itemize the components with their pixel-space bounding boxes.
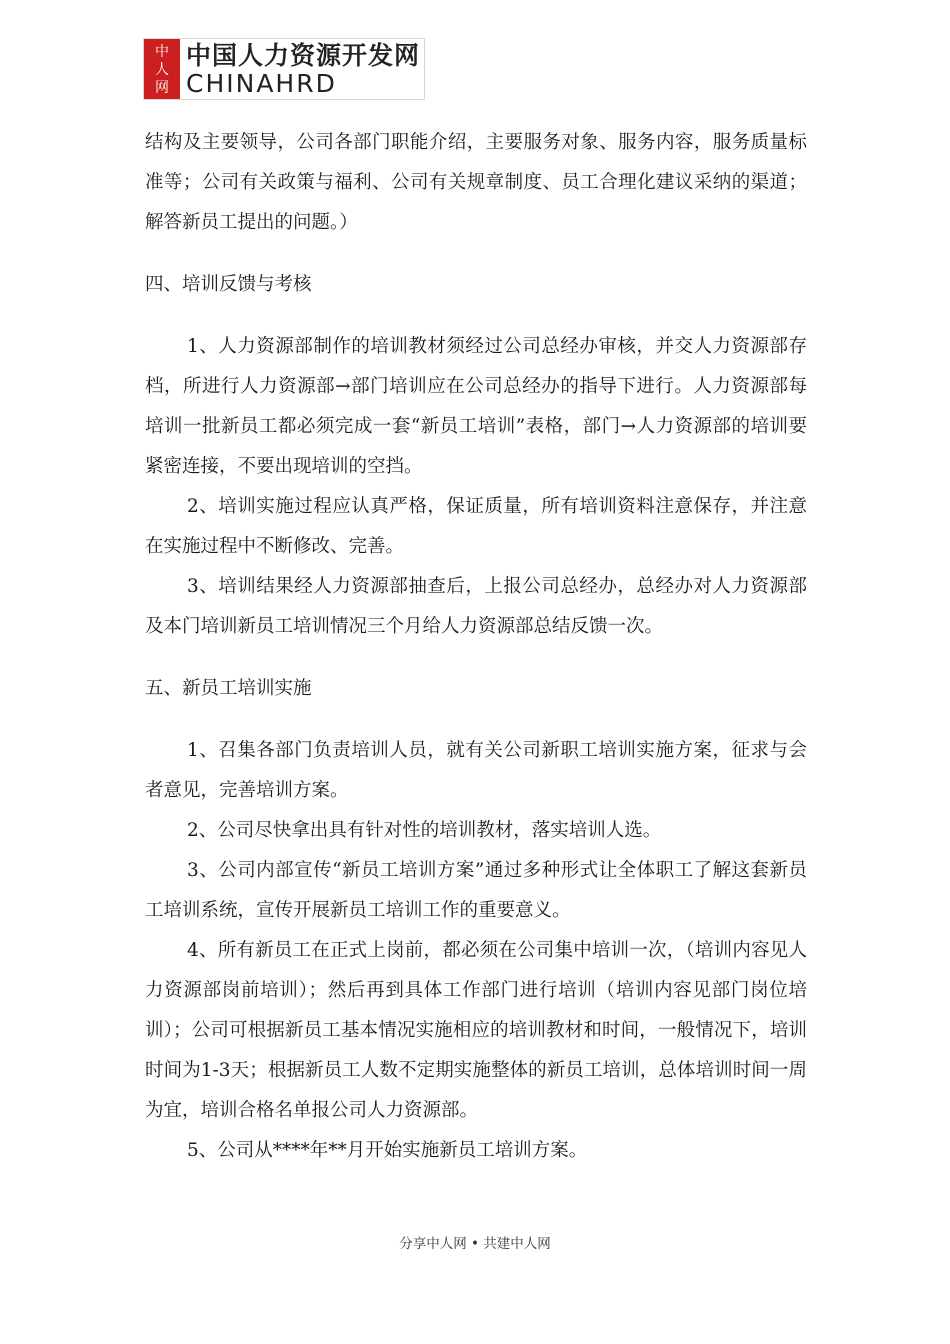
section-5-item-4: 4、所有新员工在正式上岗前，都必须在公司集中培训一次，（培训内容见人力资源部岗前培训）；然后再到具体工作部门进行培训（培训内容见部门岗位培训）；公司可根据新员工基本情况实施相应的培训教材和时间，一般情况下，培训时间为1-3天；根据新员工人数不定期实施整体的新员工培训，总体培训时间一周为宜，培训合格名单报公司人力资源部。	[145, 940, 807, 1121]
svg-text:网: 网	[155, 80, 169, 96]
section-heading-4: 四、培训反馈与考核	[145, 274, 312, 295]
document-body	[145, 123, 807, 1171]
section-4-item-1: 1、人力资源部制作的培训教材须经过公司总经办审核，并交人力资源部存档，所进行人力资源部→部门培训应在公司总经办的指导下进行。人力资源部每培训一批新员工都必须完成一套“新员工培训”表格，部门→人力资源部的培训要紧密连接，不要出现培训的空挡。	[145, 336, 807, 477]
section-5-item-5: 5、公司从****年**月开始实施新员工培训方案。	[187, 1140, 588, 1161]
logo-mark-glyph-icon	[144, 39, 180, 99]
logo-chinese-name: 中国人力资源开发网	[186, 40, 421, 70]
section-4-item-3: 3、培训结果经人力资源部抽查后，上报公司总经办，总经办对人力资源部及本门培训新员工培训情况三个月给人力资源部总结反馈一次。	[145, 576, 807, 637]
section-heading-5: 五、新员工培训实施	[145, 678, 312, 699]
section-5-item-2: 2、公司尽快拿出具有针对性的培训教材，落实培训人选。	[187, 820, 662, 841]
section-4-item-2: 2、培训实施过程应认真严格，保证质量，所有培训资料注意保存，并注意在实施过程中不断修改、完善。	[145, 496, 807, 557]
logo-english-name: CHINAHRD	[186, 68, 337, 98]
svg-text:人: 人	[155, 62, 169, 78]
paragraph-continued: 结构及主要领导，公司各部门职能介绍，主要服务对象、服务内容，服务质量标准等；公司有关政策与福利、公司有关规章制度、员工合理化建议采纳的渠道；解答新员工提出的问题。）	[145, 132, 807, 233]
chinahrd-logo	[143, 38, 425, 100]
logo-text	[186, 40, 421, 98]
logo-mark-icon	[144, 39, 180, 99]
section-5-item-1: 1、召集各部门负责培训人员，就有关公司新职工培训实施方案，征求与会者意见，完善培训方案。	[145, 740, 807, 801]
section-5-item-3: 3、公司内部宣传“新员工培训方案”通过多种形式让全体职工了解这套新员工培训系统，宣传开展新员工培训工作的重要意义。	[145, 860, 807, 921]
page-footer: 分享中人网 • 共建中人网	[399, 1236, 551, 1252]
svg-text:中: 中	[155, 44, 169, 60]
